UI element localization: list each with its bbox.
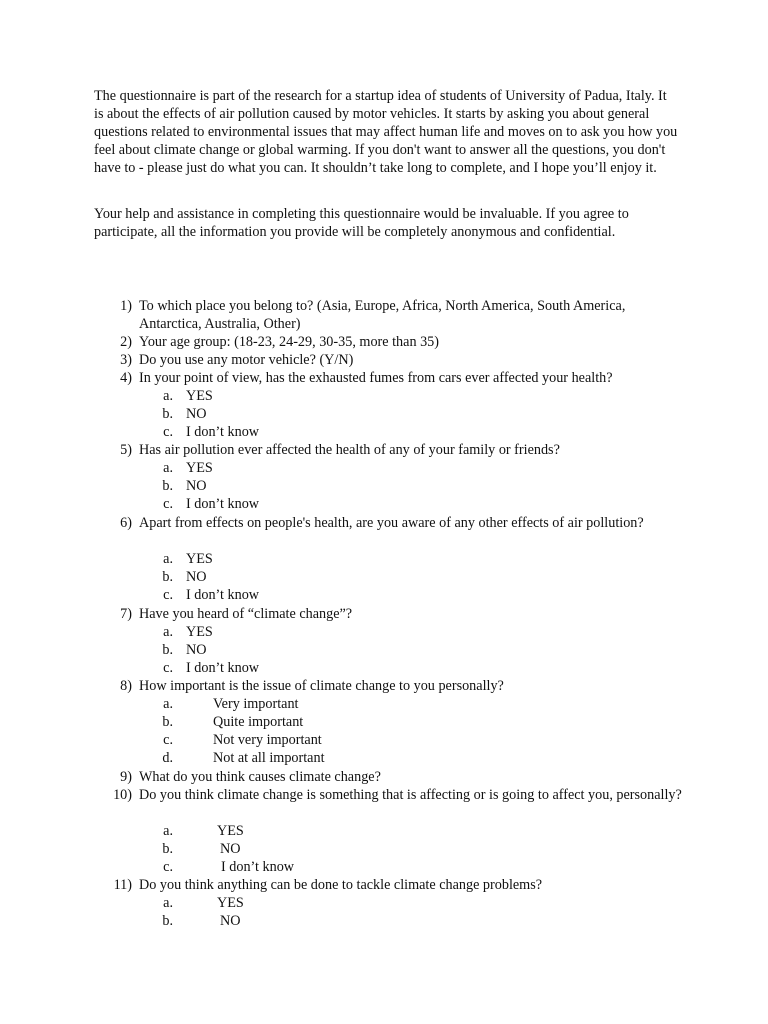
question-text: Do you think climate change is something that is affecting or is going to affect you, personally?	[139, 787, 682, 803]
question-text: Do you use any motor vehicle? (Y/N)	[139, 352, 354, 368]
question-text: Have you heard of “climate change”?	[139, 606, 353, 622]
question-number: 3)	[120, 352, 132, 368]
question-text: What do you think causes climate change?	[139, 769, 381, 785]
question-number: 2)	[120, 334, 132, 350]
question-number: 8)	[120, 678, 132, 694]
question-text: Has air pollution ever affected the health of any of your family or friends?	[139, 442, 560, 458]
question-number: 5)	[120, 442, 132, 458]
question-number: 1)	[120, 298, 132, 314]
document-page: The questionnaire is part of the research for a startup idea of students of University of Padua, Italy. It is about the effects of air pollution caused by motor vehicles. It starts by asking you about general questions related to environmental issues that may affect human life and moves on to ask you how you feel about climate change or global warming. If you don't want to answer all the questions, you don't have to - please just do what you can. It shouldn’t take long to complete, and I hope you’ll enjoy it. Your help and assistance in completing this questionnaire would be invaluable. If you agree to participate, all the information you provide will be completely anonymous and confidential. 1) To which place you belong to? (Asia, Europe, Africa, North America, South America, Antarctica, Australia, Other) 2) Your age group: (18-23, 24-29, 30-35, more than 35) 3) Do you use any motor vehicle? (Y/N) 4) In your point of view, has the exhausted fumes from cars ever affected your health? a. YES b. NO c. I don’t know 5) Has air pollution ever affected the health of any of your family or friends? a. YES b. NO c. I don’t know 6) Apart from effects on people's health, are you aware of any other effects of air pollution? a. YES b. NO c. I don’t know 7) Have you heard of “climate change”? a. YES b. NO c. I don’t know 8) How important is the issue of climate change to you personally? a. Very important b. Quite important c. Not very important d. Not at all important 9) What do you think causes climate change? 10) Do you think climate change is something that is affecting or is going to affect you, personally? a. YES b. NO c. I don’t know 11) Do you think anything can be done to tackle climate change problems? a. YES b. NO	[0, 0, 768, 1024]
question-number: 10)	[113, 787, 132, 803]
question-number: 7)	[120, 606, 132, 622]
question-text: Your age group: (18-23, 24-29, 30-35, more than 35)	[139, 334, 439, 350]
question-text: In your point of view, has the exhausted fumes from cars ever affected your health?	[139, 370, 613, 386]
question-text: Do you think anything can be done to tackle climate change problems?	[139, 877, 543, 893]
question-number: 4)	[120, 370, 132, 386]
question-number: 9)	[120, 769, 132, 785]
question-text: To which place you belong to? (Asia, Europe, Africa, North America, South America, Antarctica, Australia, Other)	[139, 298, 626, 332]
question-text: How important is the issue of climate change to you personally?	[139, 678, 504, 694]
intro-paragraph-2: Your help and assistance in completing this questionnaire would be invaluable. If you agree to participate, all the information you provide will be completely anonymous and confidential.	[94, 206, 629, 240]
question-text: Apart from effects on people's health, are you aware of any other effects of air pollution?	[139, 515, 644, 531]
intro-paragraph-1: The questionnaire is part of the research for a startup idea of students of University of Padua, Italy. It is about the effects of air pollution caused by motor vehicles. It starts by asking you about general questions related to environmental issues that may affect human life and moves on to ask you how you feel about climate change or global warming. If you don't want to answer all the questions, you don't have to - please just do what you can. It shouldn’t take long to complete, and I hope you’ll enjoy it.	[94, 88, 678, 176]
question-number: 6)	[120, 515, 132, 531]
question-number: 11)	[113, 877, 132, 893]
